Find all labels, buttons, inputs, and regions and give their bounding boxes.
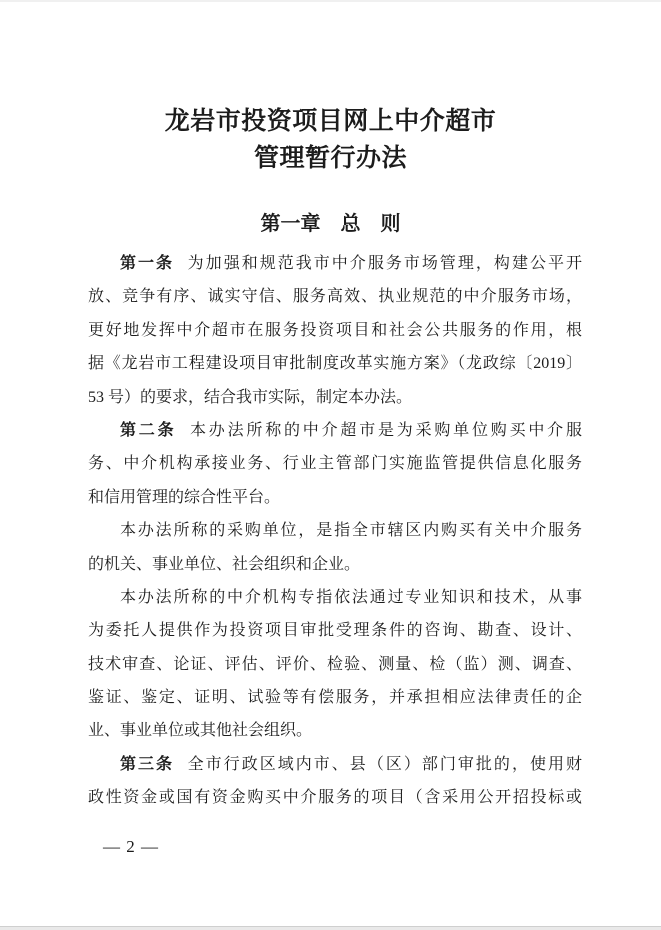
body-line — [88, 381, 582, 414]
body-line — [88, 414, 582, 447]
body-line-text: 全市行政区域内市、县（区）部门审批的，使用财 — [187, 755, 582, 773]
body-line-text: 鉴证、鉴定、证明、试验等有偿服务，并承担相应法律责任的企 — [88, 689, 582, 707]
page-number: — 2 — — [103, 837, 159, 856]
body-line — [88, 247, 582, 280]
body-line-text: 据《龙岩市工程建设项目审批制度改革实施方案》（龙政综〔2019〕 — [88, 355, 582, 373]
body-line — [88, 581, 582, 614]
body-line — [88, 481, 582, 514]
body-line-text: 放、竞争有序、诚实守信、服务高效、执业规范的中介服务市场， — [88, 288, 582, 306]
body-line — [88, 748, 582, 781]
chapter-heading: 第一章 总 则 — [260, 213, 401, 235]
body-line — [88, 714, 582, 747]
body-line — [88, 781, 582, 814]
body-line-text: 技术审查、论证、评估、评价、检验、测量、检（监）测、调查、 — [88, 655, 582, 673]
body-line-text: 本办法所称的中介超市是为采购单位购买中介服 — [190, 421, 582, 439]
document-title — [0, 103, 661, 177]
article-headword: 第一条 — [120, 255, 175, 272]
body-line — [88, 447, 582, 480]
body-line — [88, 347, 582, 380]
body-line — [88, 514, 582, 547]
body-line-text: 本办法所称的采购单位，是指全市辖区内购买有关中介服务 — [120, 522, 582, 540]
body-line — [88, 314, 582, 347]
body-line-text: 为加强和规范我市中介服务市场管理，构建公平开 — [187, 255, 582, 272]
body-line-text: 为委托人提供作为投资项目审批受理条件的咨询、勘查、设计、 — [88, 622, 582, 640]
body-line-text: 更好地发挥中介超市在服务投资项目和社会公共服务的作用，根 — [88, 321, 582, 339]
body-line-text: 务、中介机构承接业务、行业主管部门实施监管提供信息化服务 — [88, 455, 582, 473]
title-line-2: 管理暂行办法 — [253, 145, 407, 172]
title-line-1: 龙岩市投资项目网上中介超市 — [164, 108, 497, 135]
body-line — [88, 614, 582, 647]
body-line-text: 和信用管理的综合性平台。 — [88, 488, 281, 506]
scan-edge-top — [0, 0, 661, 2]
article-headword: 第三条 — [120, 755, 175, 773]
scan-edge-bottom — [0, 926, 661, 930]
body-line-text: 政性资金或国有资金购买中介服务的项目（含采用公开招投标或 — [88, 789, 582, 807]
body-line — [88, 280, 582, 313]
body-line — [88, 681, 582, 714]
body-line-text: 本办法所称的中介机构专指依法通过专业知识和技术，从事 — [120, 588, 582, 606]
body-line — [88, 548, 582, 581]
article-headword: 第二条 — [120, 421, 177, 439]
body-line-text: 业、事业单位或其他社会组织。 — [88, 722, 313, 740]
body-line-text: 的机关、事业单位、社会组织和企业。 — [88, 555, 361, 573]
body-line — [88, 648, 582, 681]
body-line-text: 53 号）的要求，结合我市实际，制定本办法。 — [88, 388, 413, 406]
document-body — [88, 247, 582, 815]
